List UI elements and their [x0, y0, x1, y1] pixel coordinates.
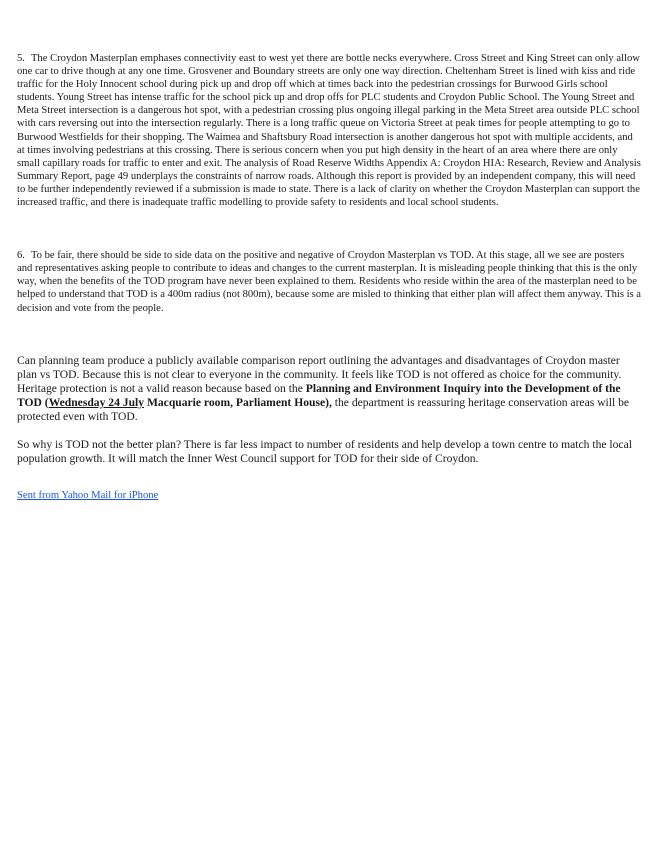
inquiry-title-bold: Planning and Environment Inquiry into the Development of the TOD (: [17, 382, 621, 410]
yahoo-mail-link[interactable]: Sent from Yahoo Mail for iPhone: [17, 490, 159, 502]
inquiry-date: Wednesday 24 July: [48, 396, 145, 410]
point-6: [17, 249, 641, 314]
inquiry-venue: Macquarie room, Parliament House),: [144, 396, 332, 410]
point-5: [17, 52, 641, 209]
document-body: [17, 52, 641, 512]
point-6-text: To be fair, there should be side to side data on the positive and negative of Croydon Masterplan vs TOD. At this stage, all we see are posters and representatives asking people to contribute to ideas and changes to the current masterplan. It is misleading people thinking that this is the only way, when the benefits of the TOD program have never been explained to them. Residents who reside within the area of the masterplan need to be helped to understand that TOD is a 400m radius (not 800m), because some are misled to thinking that either plan will affect them anyway. This is a decision and vote from the people.: [17, 250, 642, 314]
conclusion-paragraph: So why is TOD not the better plan? There is far less impact to number of residents and help develop a town centre to match the local population growth. It will match the Inner West Council support for TOD for their side of Croydon.: [17, 437, 632, 465]
point-5-text: The Croydon Masterplan emphases connectivity east to west yet there are bottle necks everywhere. Cross Street and King Street can only allow one car to drive though at any one time. Grosvener and Boundary streets are only one way direction. Cheltenham Street is lined with kiss and ride traffic for the Holy Innocent school during pick up and drop off which at times back into the pedestrian crossings for Burwood Girls school students. Young Street has intense traffic for the school pick up and drop offs for PLC students and Croydon Public School. The Young Street and Meta Street intersection is a dangerous hot spot, with a pedestrian crossing plus ongoing illegal parking in the Meta Street area outside PLC school with cars reversing out into the intersection regularly. There is a long traffic queue on Victoria Street at peak times for people attempting to go to Burwood Westfields for their shopping. The Waimea and Shaftsbury Road intersection is another dangerous hot spot with multiple accidents, and at times involving pedestrians at this crossing. There is serious concern when you put high density in the heart of an area where there are only small capillary roads for traffic to enter and exit. The analysis of Road Reserve Widths Appendix A: Croydon HIA: Research, Review and Analysis Summary Report, page 49 underplays the constraints of narrow roads. Although this report is provided by an independent company, this will need to be further independently reviewed if a submission is made to state. There is a lack of clarity on whether the Croydon Masterplan can support the increased traffic, and there is inadequate traffic modelling to provide safety to residents and local school students.: [17, 53, 641, 209]
heritage-conclusion: the department is reassuring heritage conservation areas will be protected even with TOD.: [17, 396, 630, 424]
point-5-number: 5.: [17, 53, 25, 64]
heritage-text: Heritage protection is not a valid reason because based on the: [17, 382, 306, 395]
signature: [17, 490, 641, 501]
point-6-number: 6.: [17, 250, 25, 262]
comparison-request-text: Can planning team produce a publicly available comparison report outlining the advantages and disadvantages of Croydon master plan vs TOD. Because this is not clear to everyone in the community. It feels like TOD is not offered as choice for the community.: [17, 353, 622, 381]
comparison-request-paragraph: [17, 354, 641, 425]
